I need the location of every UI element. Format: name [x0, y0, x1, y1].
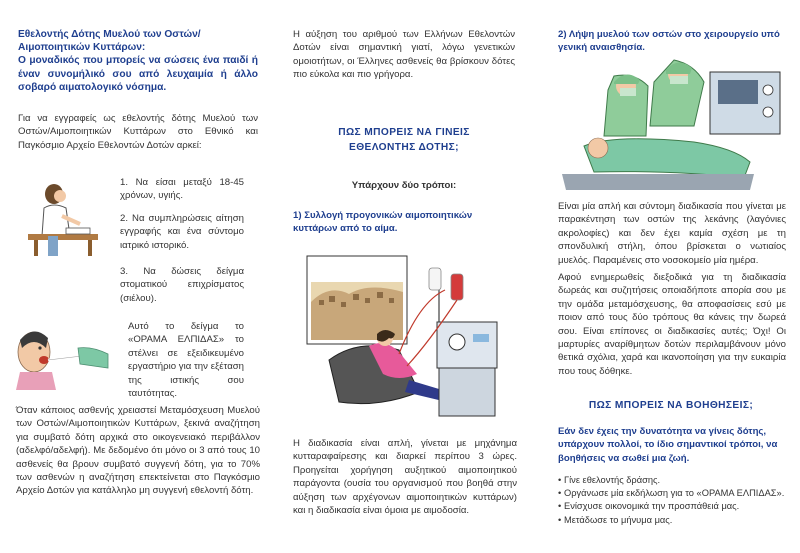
apheresis-description: Η διαδικασία είναι απλή, γίνεται με μηχάνημα κυτταραφαίρεσης και διαρκεί περίπου 3 ώρες. Προηγείται χορήγηση αυξητικού αιμοποιητικού παράγοντα (ουσία του οργανισμού που βοηθά στην αύξηση των αρχέγονων αιμοποιητικών κυττάρων) και η διαδικασία είναι όμοια με αιμοδοσία.: [293, 438, 517, 517]
registration-intro: Για να εγγραφείς ως εθελοντής δότης Μυελού των Οστών/Αιμοποιητικών Κυττάρων στο Εθνικό και Παγκόσμιο Αρχείο Εθελοντών Δοτών αρκεί:: [18, 113, 258, 151]
column-left: [10, 0, 260, 553]
writing-person-illustration: [14, 178, 114, 258]
how-to-help-heading: ΠΩΣ ΜΠΟΡΕΙΣ ΝΑ ΒΟΗΘΗΣΕΙΣ;: [588, 400, 754, 411]
surgery-illustration: [554, 56, 786, 190]
step-1: 1. Να είσαι μεταξύ 18-45 χρόνων, υγιής.: [120, 177, 244, 202]
how-to-help-intro: Εάν δεν έχεις την δυνατότητα να γίνεις δότης, υπάρχουν πολλοί, το ίδιο σημαντικοί τρόποι, να βοηθήσεις να σωθεί μια ζωή.: [558, 426, 778, 464]
step-4: Αυτό το δείγμα το «ΟΡΑΜΑ ΕΛΠΙΔΑΣ» το στέλνει σε εξειδικευμένο εργαστήριο για την εξέταση της ιστικής σου ταυτότητας.: [128, 321, 244, 400]
transplant-search-text: Όταν κάποιος ασθενής χρειαστεί Μεταμόσχευση Μυελού των Οστών/Αιμοποιητικών Κυττάρων, ξεκινά αναζήτηση για συμβατό δότη αρχικά στο οικογενειακό περιβάλλον (αδελφό/αδελφή). Με δεδομένο ότι μόνο οι 3 από τους 10 ασθενείς θα βρουν συμβατό συγγενή δότη, για το 70% των ασθενών η αναζήτηση επεκτείνεται στο Παγκόσμιο Αρχείο Δοτών για κατάλληλο μη συγγενή εθελοντή δότη.: [16, 405, 260, 497]
become-donor-heading: [285, 126, 523, 155]
two-ways-text: Υπάρχουν δύο τρόποι:: [351, 180, 457, 191]
donor-title-line1: Εθελοντής Δότης Μυελού των Οστών/: [18, 29, 201, 40]
step-3: 3. Να δώσεις δείγμα στοματικού επιχρίσματος (σιέλου).: [120, 266, 244, 304]
help-ways-list: [558, 474, 788, 527]
donor-title-line2: Αιμοποιητικών Κυττάρων:: [18, 42, 146, 54]
donor-subtitle: Ο μοναδικός που μπορείς να σώσεις ένα παιδί ή έναν συνομήλικό σου από λευχαιμία ή άλλο σοβαρό αιματολογικό νόσημα.: [18, 55, 258, 93]
become-donor-heading-line1: ΠΩΣ ΜΠΟΡΕΙΣ ΝΑ ΓΙΝΕΙΣ: [338, 127, 470, 138]
list-item: • Ενίσχυσε οικονομικά την προσπάθειά μας.: [558, 500, 788, 513]
list-item: • Μετάδωσε το μήνυμα μας.: [558, 514, 788, 527]
column-right: [552, 0, 790, 553]
way-1-heading: 1) Συλλογή προγονικών αιμοποιητικών κυττάρων από το αίμα.: [293, 210, 473, 235]
apheresis-donation-illustration: [299, 242, 509, 432]
donor-title-block: [18, 28, 258, 94]
become-donor-heading-line2: ΕΘΕΛΟΝΤΗΣ ΔΟΤΗΣ;: [349, 141, 459, 153]
way-2-heading: 2) Λήψη μυελού των οστών στο χειρουργείο υπό γενική αναισθησία.: [558, 29, 780, 54]
donation-decision-text: Αφού ενημερωθείς διεξοδικά για τη διαδικασία δωρεάς και συζητήσεις οποιαδήποτε απορία σου με την ομάδα μεταμόσχευσης, θα αποφασίσεις εσύ με ποιον από τους δύο τρόπους θα κάνεις την δωρεά σου. Είναι επίπονες οι διαδικασίες αυτές; Όχι! Οι μαρτυρίες αναρίθμητων δοτών περιλαμβάνουν μόνο θετικά σχόλια, χαρά και ικανοποίηση για την ευκαιρία που τους δόθηκε.: [558, 272, 786, 377]
step-2: 2. Να συμπληρώσεις αίτηση εγγραφής και ένα σύντομο ιατρικό ιστορικό.: [120, 213, 244, 251]
greek-donors-importance: Η αύξηση του αριθμού των Ελλήνων Εθελοντών Δοτών είναι σημαντική γιατί, λόγω γενετικών ομοιοτήτων, οι Έλληνες ασθενείς θα βρίσκουν δότες πιο εύκολα και πιο γρήγορα.: [293, 29, 515, 81]
cheek-swab-illustration: [12, 318, 122, 390]
column-middle: [285, 0, 523, 553]
bone-marrow-procedure-text: Είναι μία απλή και σύντομη διαδικασία που γίνεται με παρακέντηση των οστών της λεκάνης (λαγόνιες ακρολοφίες) και δεν έχει καμία σχέση με τη σπονδυλική στήλη, όπου βρίσκεται ο νωτιαίος μυελός. Παραμένεις στο νοσοκομείο μία ημέρα.: [558, 201, 786, 266]
list-item: • Οργάνωσε μία εκδήλωση για το «ΟΡΑΜΑ ΕΛΠΙΔΑΣ».: [558, 487, 788, 500]
list-item: • Γίνε εθελοντής δράσης.: [558, 474, 788, 487]
